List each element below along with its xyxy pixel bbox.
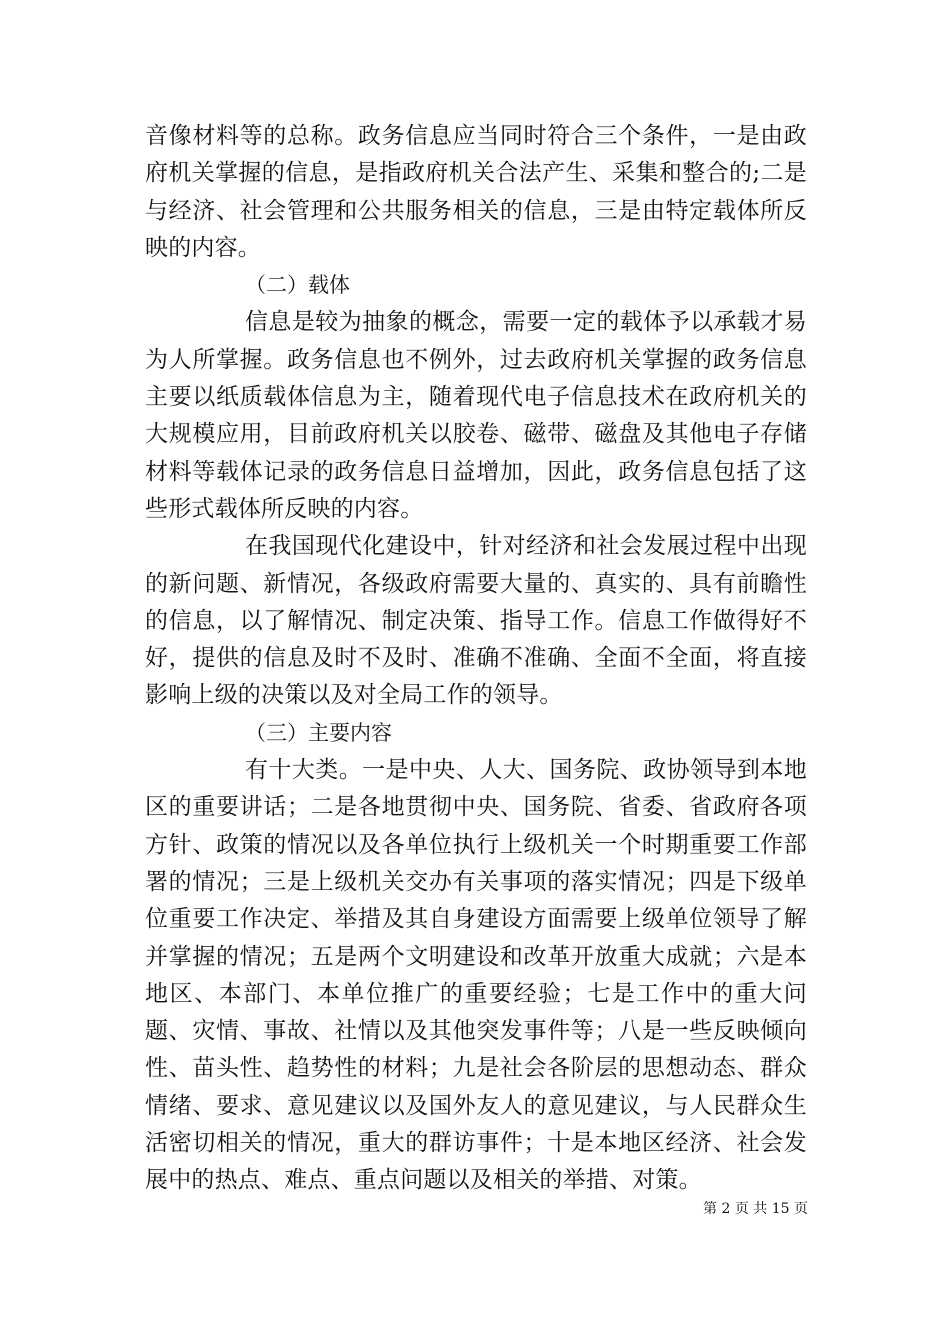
paragraph-carrier: 信息是较为抽象的概念，需要一定的载体予以承载才易为人所掌握。政务信息也不例外，过去政府机关掌握的政务信息主要以纸质载体信息为主，随着现代电子信息技术在政府机关的大规模应用，目前政府机关以胶卷、磁带、磁盘及其他电子存储材料等载体记录的政务信息日益增加，因此，政务信息包括了这些形式载体所反映的内容。 xyxy=(145,309,807,522)
document-body xyxy=(145,118,807,1200)
paragraph-definition-continued: 音像材料等的总称。政务信息应当同时符合三个条件，一是由政府机关掌握的信息，是指政府机关合法产生、采集和整合的;二是与经济、社会管理和公共服务相关的信息，三是由特定载体所反映的内容。 xyxy=(145,123,807,261)
section-heading-carrier: （二）载体 xyxy=(245,273,350,298)
section-heading-main-content: （三）主要内容 xyxy=(245,720,392,745)
paragraph-importance: 在我国现代化建设中，针对经济和社会发展过程中出现的新问题、新情况，各级政府需要大量的、真实的、具有前瞻性的信息，以了解情况、制定决策、指导工作。信息工作做得好不好，提供的信息及时不及时、准确不准确、全面不全面，将直接影响上级的决策以及对全局工作的领导。 xyxy=(145,533,807,709)
page-number-footer: 第 2 页 共 15 页 xyxy=(703,1201,808,1217)
paragraph-main-content: 有十大类。一是中央、人大、国务院、政协领导到本地区的重要讲话；二是各地贯彻中央、国务院、省委、省政府各项方针、政策的情况以及各单位执行上级机关一个时期重要工作部署的情况；三是上级机关交办有关事项的落实情况；四是下级单位重要工作决定、举措及其自身建设方面需要上级单位领导了解并掌握的情况；五是两个文明建设和改革开放重大成就；六是本地区、本部门、本单位推广的重要经验；七是工作中的重大问题、灾情、事故、社情以及其他突发事件等；八是一些反映倾向性、苗头性、趋势性的材料；九是社会各阶层的思想动态、群众情绪、要求、意见建议以及国外友人的意见建议，与人民群众生活密切相关的情况，重大的群访事件；十是本地区经济、社会发展中的热点、难点、重点问题以及相关的举措、对策。 xyxy=(145,757,807,1194)
